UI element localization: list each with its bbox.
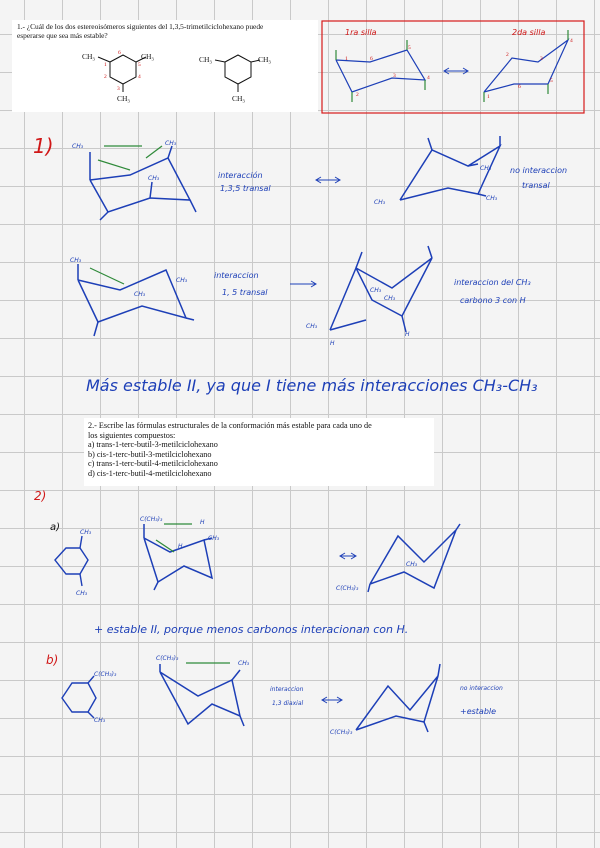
- methyl-label: CH₃: [232, 94, 246, 103]
- methyl-label: CH₃: [238, 660, 250, 667]
- methyl-label: CH₃: [486, 195, 498, 202]
- s1-chair-III: [78, 264, 194, 336]
- carbon-number: 5: [408, 45, 411, 51]
- carbon-number: 1: [345, 56, 348, 62]
- carbon-number: 4: [570, 38, 573, 44]
- chair-2-numbers: [487, 38, 573, 100]
- part-a-chair-1: [144, 524, 212, 590]
- chair-1-drawing: [336, 40, 425, 102]
- part-b-equilibrium-arrow: [322, 697, 342, 703]
- methyl-label: CH₃: [94, 717, 106, 724]
- carbon-number: 4: [138, 74, 141, 80]
- question-2-item-a: a) trans-1-terc-butil-3-metilciclohexano: [88, 440, 218, 450]
- methyl-label: CH₃: [76, 590, 88, 597]
- interaction-label: 1, 5 transal: [222, 288, 268, 297]
- carbon-number: 5: [138, 62, 141, 68]
- tert-butyl-label: C(CH₃)₃: [156, 655, 179, 662]
- methyl-label: CH₃: [165, 140, 177, 147]
- chair-1-label: 1ra silla: [345, 28, 377, 37]
- stereoisomer-2-structure: [215, 55, 260, 92]
- methyl-label: CH₃: [134, 291, 146, 298]
- section-1-number: 1): [33, 134, 54, 158]
- carbon-number: 2: [356, 92, 359, 98]
- interaction-label: 1,3,5 transal: [220, 184, 271, 193]
- more-stable-label: +estable: [460, 707, 497, 716]
- no-interaction-label: no interaccion: [460, 685, 503, 692]
- question-1-line: 1.- ¿Cuál de los dos estereoisómeros siguientes del 1,3,5-trimetilciclohexano puede: [17, 22, 264, 31]
- stereoisomer-1-labels: [82, 52, 154, 103]
- question-1-line: esperarse que sea más estable?: [17, 31, 108, 40]
- interaction-label: interaccion: [270, 686, 304, 693]
- part-b-label: b): [46, 653, 59, 667]
- hydrogen-label: H: [178, 543, 183, 550]
- methyl-label: CH₃: [384, 295, 396, 302]
- chair-2-drawing: [484, 30, 568, 102]
- part-b-chair-2: [356, 664, 440, 732]
- stereoisomer-2-labels: [199, 55, 271, 103]
- methyl-label: CH₃: [370, 287, 382, 294]
- s1-chair-I: [90, 146, 196, 220]
- methyl-label: CH₃: [72, 143, 84, 150]
- methyl-label: CH₃: [374, 199, 386, 206]
- section-2-number: 2): [34, 489, 47, 503]
- no-interaction-label: no interaccion: [510, 166, 568, 175]
- carbon-number: 6: [518, 84, 521, 90]
- carbon-number: 3: [540, 56, 543, 62]
- methyl-label: CH₃: [82, 52, 96, 61]
- part-b-ring: [62, 676, 96, 718]
- carbon-number: 6: [370, 56, 373, 62]
- tert-butyl-label: C(CH₃)₃: [140, 516, 163, 523]
- carbon-number: 1: [104, 62, 107, 68]
- no-interaction-label: transal: [522, 181, 550, 190]
- question-2-line: los siguientes compuestos:: [88, 430, 176, 440]
- s1-arrow-2: [290, 281, 316, 287]
- methyl-label: CH₃: [480, 165, 492, 172]
- carbon-number: 3: [117, 86, 120, 92]
- methyl-label: CH₃: [117, 94, 131, 103]
- hydrogen-label: H: [200, 519, 205, 526]
- carbon-number: 2: [506, 52, 509, 58]
- methyl-label: CH₃: [258, 55, 272, 64]
- methyl-label: CH₃: [199, 55, 213, 64]
- methyl-label: CH₃: [70, 257, 82, 264]
- section-1-conclusion: Más estable II, ya que I tiene más interacciones CH₃-CH₃: [86, 376, 538, 395]
- carbon-number: 3: [393, 73, 396, 79]
- part-a-label: a): [50, 522, 61, 533]
- interaction-label: interacción: [218, 171, 263, 180]
- tert-butyl-label: C(CH₃)₃: [336, 585, 359, 592]
- question-2-item-d: d) cis-1-terc-butil-4-metilciclohexano: [88, 468, 212, 478]
- part-a-chair-2: [368, 524, 460, 592]
- methyl-label: CH₃: [306, 323, 318, 330]
- carbon-number: 2: [104, 74, 107, 80]
- hydrogen-label: H: [405, 331, 410, 338]
- methyl-label: CH₃: [176, 277, 188, 284]
- hydrogen-label: H: [330, 340, 335, 347]
- question-2-item-b: b) cis-1-terc-butil-3-metilciclohexano: [88, 449, 212, 459]
- part-a-equilibrium-arrow: [340, 553, 356, 559]
- methyl-label: CH₃: [208, 535, 220, 542]
- carbon-number: 4: [427, 75, 430, 81]
- part-a-ring: [55, 536, 88, 586]
- chair-2-label: 2da silla: [512, 28, 546, 37]
- carbon-number: 1: [487, 94, 490, 100]
- methyl-label: CH₃: [141, 52, 155, 61]
- methyl-label: CH₃: [80, 529, 92, 536]
- carbon-number: 5: [550, 78, 553, 84]
- part-a-conclusion: + estable II, porque menos carbonos interacionan con H.: [94, 623, 409, 636]
- s1-equilibrium-arrow-1: [316, 177, 340, 183]
- interaction-label: interaccion del CH₃: [454, 278, 531, 287]
- s1-chair-III-arrow: [90, 268, 124, 284]
- interaction-label: interaccion: [214, 271, 259, 280]
- carbon-number: 6: [118, 50, 121, 56]
- s1-chair-I-arrows: [98, 146, 162, 170]
- tert-butyl-label: C(CH₃)₃: [330, 729, 353, 736]
- methyl-label: CH₃: [406, 561, 418, 568]
- chair-equilibrium-arrow: [444, 68, 468, 74]
- part-b-chair-1: [160, 664, 244, 726]
- methyl-label: CH₃: [148, 175, 160, 182]
- question-2-item-c: c) trans-1-terc-butil-4-metilciclohexano: [88, 459, 218, 469]
- tert-butyl-label: C(CH₃)₃: [94, 671, 117, 678]
- question-2-line: 2.- Escribe las fórmulas estructurales de la conformación más estable para cada uno de: [88, 421, 372, 430]
- interaction-label: 1,3 diaxial: [272, 700, 304, 707]
- interaction-label: carbono 3 con H: [460, 296, 526, 305]
